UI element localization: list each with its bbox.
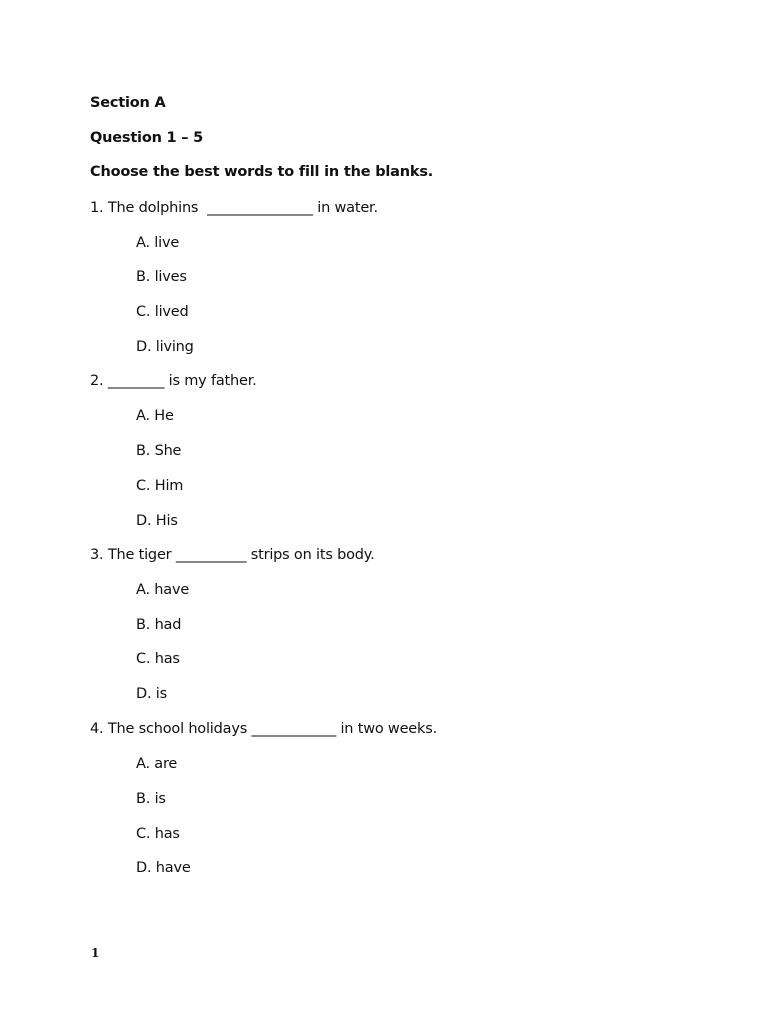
question-4-option-d: D. have — [136, 860, 191, 876]
question-4-stem: 4. The school holidays ____________ in two weeks. — [90, 721, 437, 737]
question-range-heading: Question 1 – 5 — [90, 130, 204, 146]
question-3-option-d: D. is — [136, 686, 167, 702]
question-2-option-c: C. Him — [136, 478, 184, 494]
question-2-option-d: D. His — [136, 513, 178, 529]
instruction-text: Choose the best words to fill in the blanks. — [90, 164, 434, 180]
question-3-option-b: B. had — [136, 617, 182, 633]
question-1-option-b: B. lives — [136, 269, 187, 285]
question-1-stem: 1. The dolphins _______________ in water. — [90, 200, 378, 216]
question-2-option-b: B. She — [136, 443, 182, 459]
question-3-option-c: C. has — [136, 651, 180, 667]
question-4-option-a: A. are — [136, 756, 178, 772]
question-3-stem: 3. The tiger __________ strips on its body. — [90, 547, 375, 563]
question-2-option-a: A. He — [136, 408, 174, 424]
question-1-option-d: D. living — [136, 339, 194, 355]
question-2-stem: 2. ________ is my father. — [90, 373, 257, 389]
question-4-option-c: C. has — [136, 826, 180, 842]
question-3-option-a: A. have — [136, 582, 190, 598]
question-1-option-a: A. live — [136, 235, 180, 251]
page-number: 1 — [91, 946, 100, 960]
question-4-option-b: B. is — [136, 791, 166, 807]
section-title: Section A — [90, 95, 166, 111]
question-1-option-c: C. lived — [136, 304, 189, 320]
